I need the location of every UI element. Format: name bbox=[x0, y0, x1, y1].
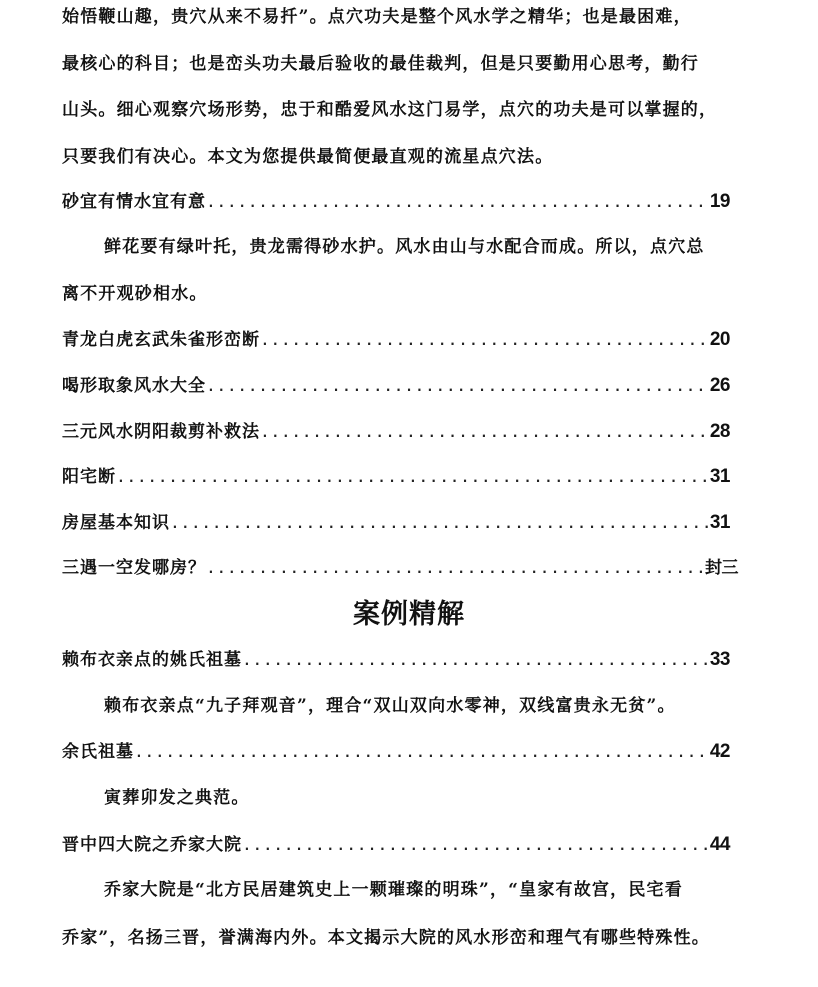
toc-entry-page: 28 bbox=[709, 421, 730, 442]
dot-leader bbox=[261, 331, 709, 353]
toc-entry-page: 20 bbox=[709, 329, 730, 350]
toc-entry-description: 离不开观砂相水。 bbox=[62, 284, 208, 304]
toc-entry[interactable] bbox=[62, 421, 730, 445]
toc-entry[interactable] bbox=[62, 191, 730, 215]
toc-entry-title: 三遇一空发哪房？ bbox=[62, 558, 206, 578]
toc-entry-description: 鲜花要有绿叶托，贵龙需得砂水护。风水由山与水配合而成。所以，点穴总 bbox=[104, 237, 705, 257]
intro-paragraph-line: 最核心的科目；也是峦头功夫最后验收的最佳裁判，但是只要勤用心思考，勤行 bbox=[62, 54, 699, 74]
toc-entry[interactable] bbox=[62, 512, 730, 536]
toc-entry-title: 晋中四大院之乔家大院 bbox=[62, 835, 242, 855]
toc-entry-title: 房屋基本知识 bbox=[62, 513, 170, 533]
section-heading: 案例精解 bbox=[353, 599, 465, 630]
toc-entry-title: 喝形取象风水大全 bbox=[62, 376, 206, 396]
toc-entry-title: 余氏祖墓 bbox=[62, 742, 134, 762]
toc-entry-page: 42 bbox=[709, 741, 730, 762]
dot-leader bbox=[207, 377, 709, 399]
toc-entry-title: 赖布衣亲点的姚氏祖墓 bbox=[62, 650, 242, 670]
toc-entry[interactable] bbox=[62, 375, 730, 399]
toc-entry-page: 封三 bbox=[705, 558, 738, 578]
toc-entry[interactable] bbox=[62, 466, 730, 490]
dot-leader bbox=[171, 514, 709, 536]
toc-entry[interactable] bbox=[62, 834, 730, 858]
toc-entry[interactable] bbox=[62, 557, 738, 581]
toc-entry-description: 寅葬卯发之典范。 bbox=[104, 788, 250, 808]
intro-paragraph-line: 山头。细心观察穴场形势，忠于和酷爱风水这门易学，点穴的功夫是可以掌握的， bbox=[62, 100, 718, 120]
toc-entry-page: 31 bbox=[709, 466, 730, 487]
toc-entry-title: 青龙白虎玄武朱雀形峦断 bbox=[62, 330, 260, 350]
toc-entry-page: 19 bbox=[709, 191, 730, 212]
toc-entry-page: 26 bbox=[709, 375, 730, 396]
toc-entry-page: 33 bbox=[709, 649, 730, 670]
toc-entry-description: 乔家”，名扬三晋，誉满海内外。本文揭示大院的风水形峦和理气有哪些特殊性。 bbox=[62, 928, 710, 948]
intro-paragraph-line: 只要我们有决心。本文为您提供最简便最直观的流星点穴法。 bbox=[62, 147, 554, 167]
toc-entry-title: 阳宅断 bbox=[62, 467, 116, 487]
dot-leader bbox=[243, 836, 709, 858]
dot-leader bbox=[135, 743, 709, 765]
toc-entry[interactable] bbox=[62, 329, 730, 353]
dot-leader bbox=[207, 559, 704, 581]
toc-entry-title: 砂宜有情水宜有意 bbox=[62, 192, 206, 212]
toc-entry[interactable] bbox=[62, 649, 730, 673]
intro-paragraph-line: 始悟鞭山趣，贵穴从来不易扦”。点穴功夫是整个风水学之精华；也是最困难， bbox=[62, 7, 692, 27]
toc-entry-title: 三元风水阴阳裁剪补救法 bbox=[62, 422, 260, 442]
toc-entry[interactable] bbox=[62, 741, 730, 765]
toc-entry-page: 31 bbox=[709, 512, 730, 533]
toc-entry-description: 赖布衣亲点“九子拜观音”，理合“双山双向水零神，双线富贵永无贫”。 bbox=[104, 696, 676, 716]
dot-leader bbox=[117, 468, 709, 490]
dot-leader bbox=[207, 193, 709, 215]
dot-leader bbox=[261, 423, 709, 445]
toc-entry-page: 44 bbox=[709, 834, 730, 855]
toc-entry-description: 乔家大院是“北方民居建筑史上一颗璀璨的明珠”，“皇家有故宫，民宅看 bbox=[104, 880, 683, 900]
dot-leader bbox=[243, 651, 709, 673]
